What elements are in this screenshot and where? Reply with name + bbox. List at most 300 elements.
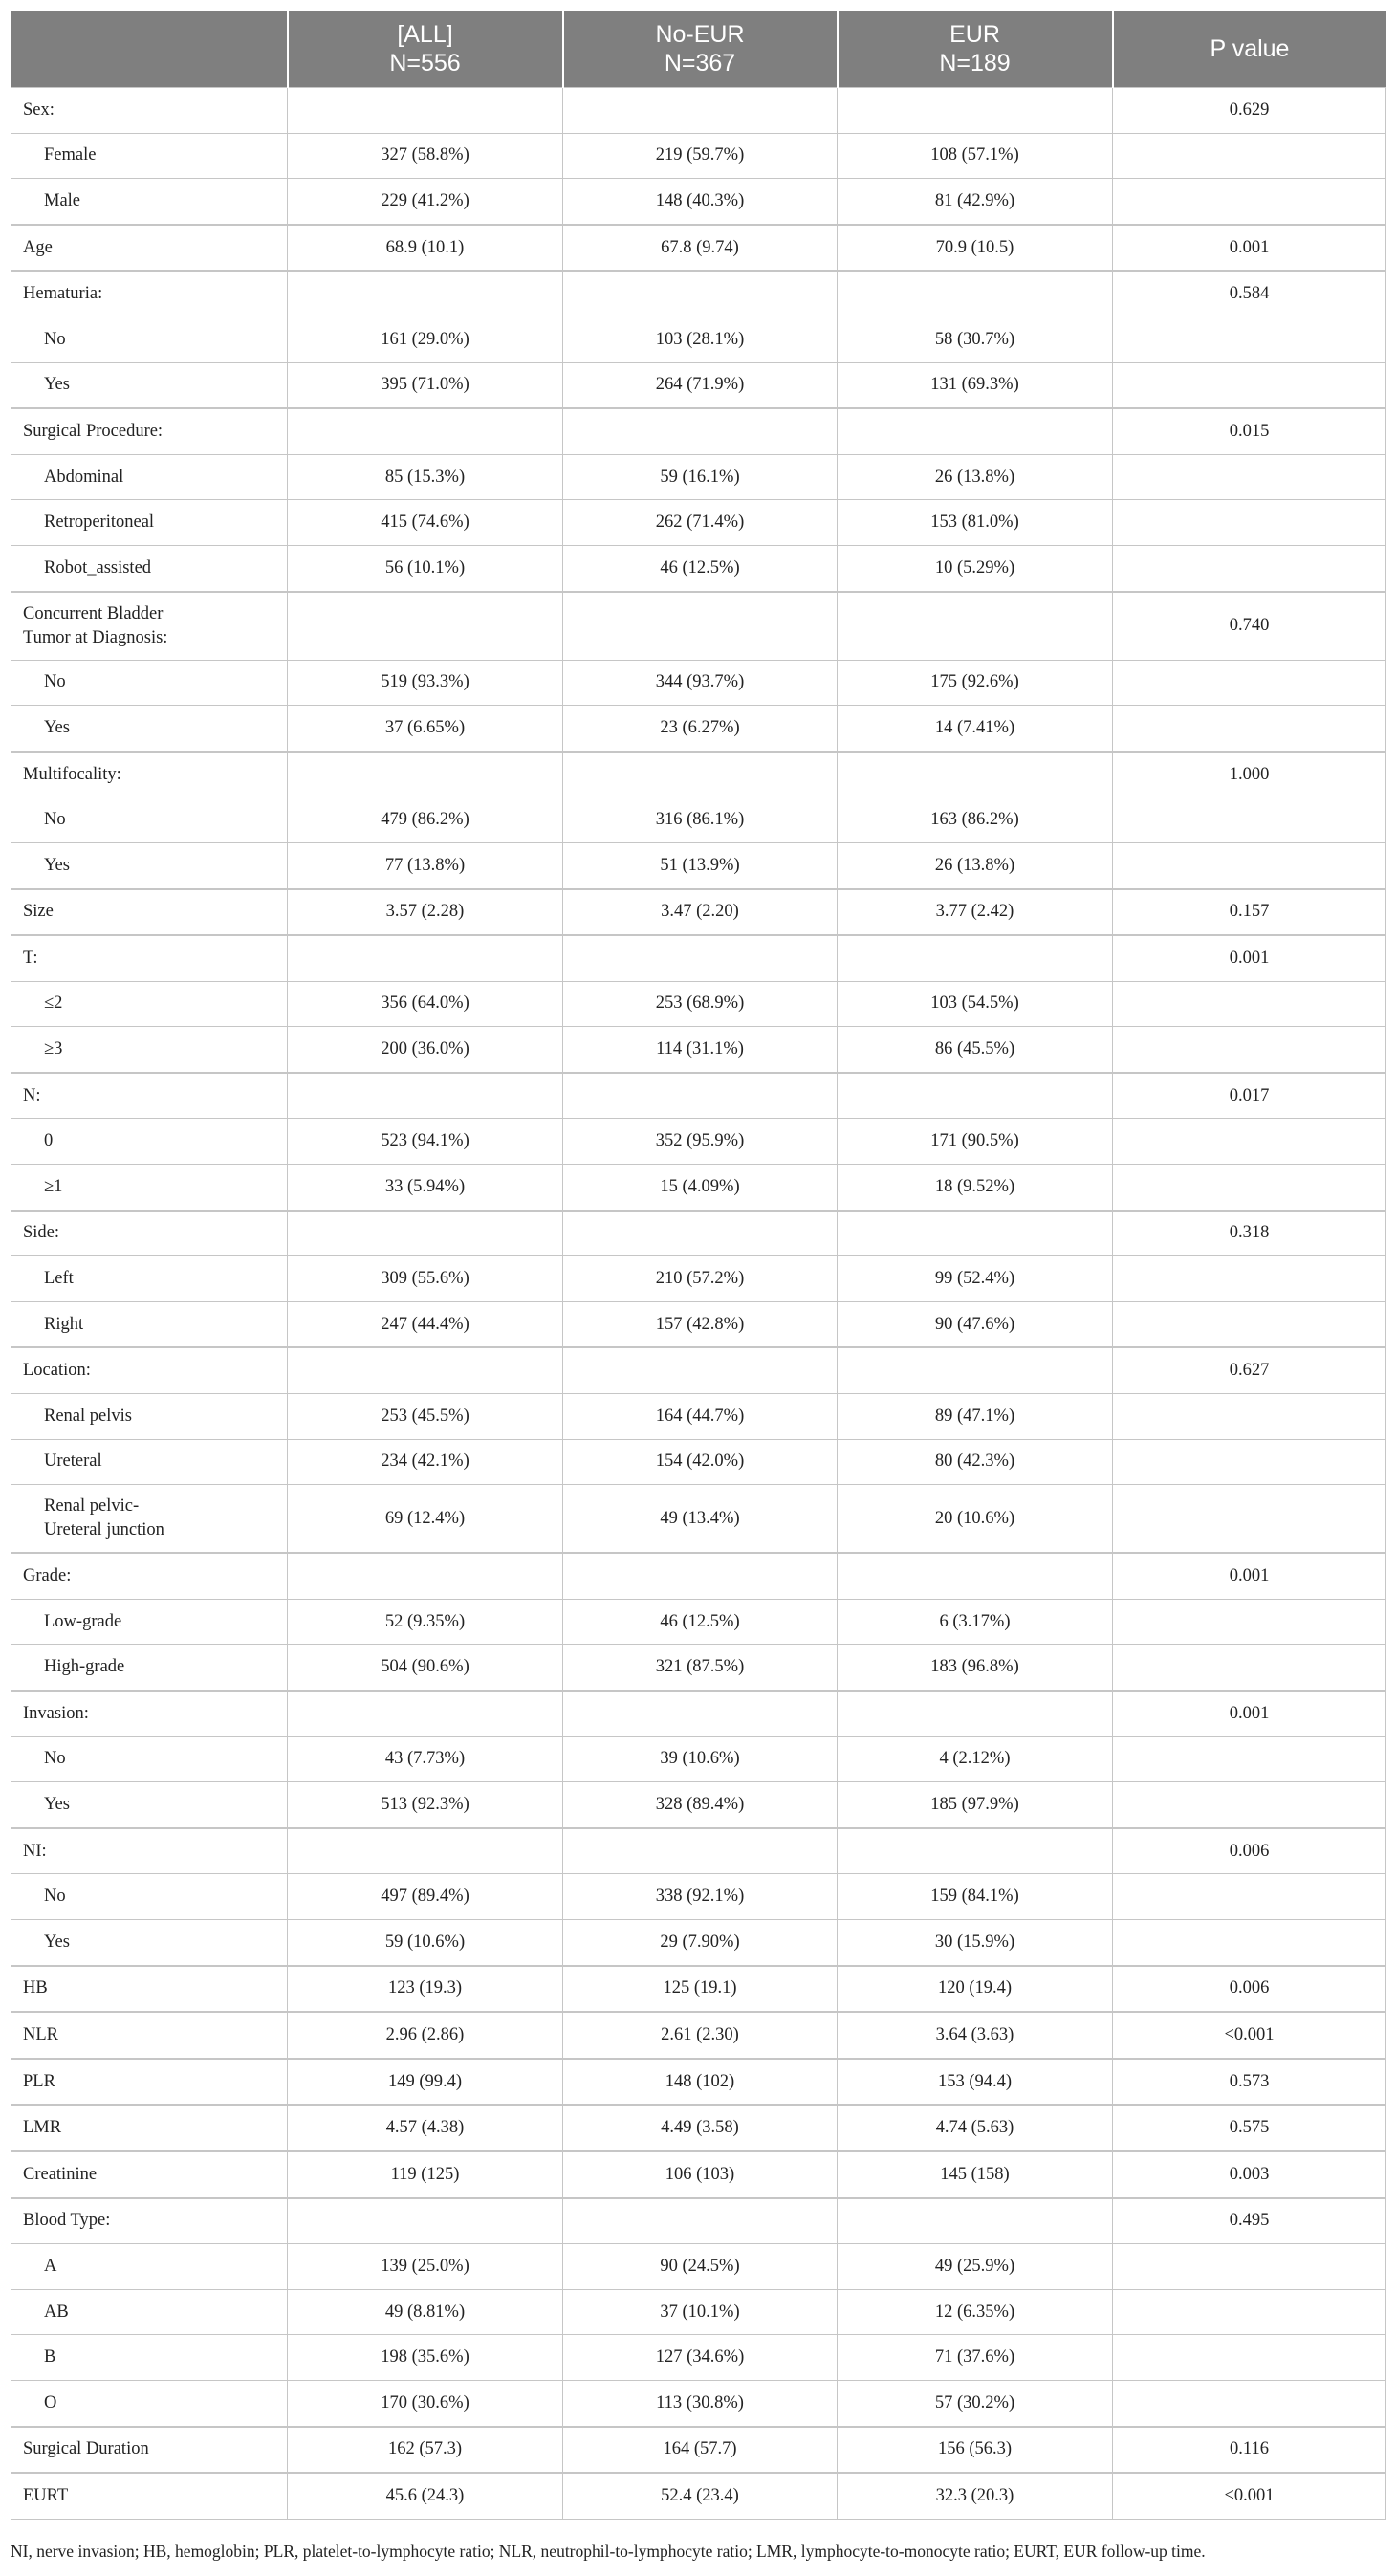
cell-no-eur	[563, 935, 838, 981]
baseline-characteristics-table	[11, 11, 1386, 2520]
cell-eur: 57 (30.2%)	[838, 2380, 1113, 2426]
header-no-eur-title: No-EUR	[655, 21, 745, 48]
row-label: Yes	[11, 842, 288, 888]
cell-no-eur: 148 (40.3%)	[563, 179, 838, 225]
cell-all: 69 (12.4%)	[288, 1485, 563, 1554]
table-row	[11, 1966, 1386, 2013]
table-row	[11, 179, 1386, 225]
cell-p-value	[1113, 317, 1386, 362]
table-row	[11, 981, 1386, 1027]
row-label: T:	[11, 935, 288, 981]
table-row	[11, 225, 1386, 272]
cell-eur: 103 (54.5%)	[838, 981, 1113, 1027]
cell-all: 200 (36.0%)	[288, 1027, 563, 1073]
cell-no-eur: 46 (12.5%)	[563, 545, 838, 591]
cell-p-value: 0.584	[1113, 271, 1386, 317]
cell-eur: 156 (56.3)	[838, 2427, 1113, 2474]
cell-all: 327 (58.8%)	[288, 133, 563, 179]
cell-p-value	[1113, 2335, 1386, 2381]
row-label: AB	[11, 2289, 288, 2335]
table-row	[11, 317, 1386, 362]
row-label: Multifocality:	[11, 752, 288, 797]
cell-p-value	[1113, 981, 1386, 1027]
cell-all: 149 (99.4)	[288, 2059, 563, 2106]
cell-all: 253 (45.5%)	[288, 1394, 563, 1440]
cell-p-value: 0.015	[1113, 408, 1386, 454]
cell-no-eur	[563, 271, 838, 317]
table-row	[11, 500, 1386, 546]
cell-p-value	[1113, 1599, 1386, 1645]
cell-eur	[838, 408, 1113, 454]
cell-p-value	[1113, 2289, 1386, 2335]
row-label: Renal pelvis	[11, 1394, 288, 1440]
cell-eur: 4.74 (5.63)	[838, 2105, 1113, 2151]
cell-eur	[838, 752, 1113, 797]
cell-all: 85 (15.3%)	[288, 454, 563, 500]
cell-all: 33 (5.94%)	[288, 1165, 563, 1211]
row-label: Sex:	[11, 88, 288, 134]
cell-no-eur: 106 (103)	[563, 2151, 838, 2198]
table-row	[11, 271, 1386, 317]
cell-no-eur: 157 (42.8%)	[563, 1301, 838, 1347]
cell-eur: 131 (69.3%)	[838, 362, 1113, 408]
cell-all: 45.6 (24.3)	[288, 2473, 563, 2519]
cell-all: 523 (94.1%)	[288, 1119, 563, 1165]
cell-all: 247 (44.4%)	[288, 1301, 563, 1347]
row-label: O	[11, 2380, 288, 2426]
cell-p-value	[1113, 545, 1386, 591]
row-label: Hematuria:	[11, 271, 288, 317]
cell-eur	[838, 592, 1113, 661]
table-row	[11, 592, 1386, 661]
cell-all: 52 (9.35%)	[288, 1599, 563, 1645]
cell-p-value: 0.006	[1113, 1828, 1386, 1874]
table-row	[11, 1256, 1386, 1302]
row-label: A	[11, 2244, 288, 2290]
row-label: No	[11, 317, 288, 362]
cell-all: 4.57 (4.38)	[288, 2105, 563, 2151]
cell-eur: 26 (13.8%)	[838, 454, 1113, 500]
row-label: EURT	[11, 2473, 288, 2519]
cell-p-value	[1113, 842, 1386, 888]
row-label: Surgical Procedure:	[11, 408, 288, 454]
cell-p-value	[1113, 2380, 1386, 2426]
cell-all	[288, 2198, 563, 2244]
cell-no-eur: 164 (44.7%)	[563, 1394, 838, 1440]
cell-all: 479 (86.2%)	[288, 797, 563, 843]
table-row	[11, 2012, 1386, 2059]
cell-no-eur: 3.47 (2.20)	[563, 889, 838, 936]
cell-p-value: 0.157	[1113, 889, 1386, 936]
cell-all: 234 (42.1%)	[288, 1439, 563, 1485]
cell-no-eur	[563, 1347, 838, 1393]
cell-p-value: 0.006	[1113, 1966, 1386, 2013]
cell-p-value: 0.003	[1113, 2151, 1386, 2198]
cell-eur: 18 (9.52%)	[838, 1165, 1113, 1211]
cell-no-eur	[563, 88, 838, 134]
cell-all	[288, 935, 563, 981]
cell-p-value: 0.318	[1113, 1211, 1386, 1256]
cell-p-value	[1113, 2244, 1386, 2290]
row-label: Yes	[11, 1919, 288, 1965]
cell-no-eur	[563, 1691, 838, 1736]
cell-no-eur: 52.4 (23.4)	[563, 2473, 838, 2519]
cell-all: 56 (10.1%)	[288, 545, 563, 591]
row-label: Grade:	[11, 1553, 288, 1599]
cell-eur: 81 (42.9%)	[838, 179, 1113, 225]
row-label: No	[11, 660, 288, 706]
cell-p-value: 0.001	[1113, 1553, 1386, 1599]
table-row	[11, 1645, 1386, 1691]
table-row	[11, 1347, 1386, 1393]
cell-eur: 99 (52.4%)	[838, 1256, 1113, 1302]
cell-p-value	[1113, 660, 1386, 706]
cell-eur: 120 (19.4)	[838, 1966, 1113, 2013]
cell-eur	[838, 88, 1113, 134]
cell-no-eur: 37 (10.1%)	[563, 2289, 838, 2335]
cell-eur: 185 (97.9%)	[838, 1782, 1113, 1828]
cell-no-eur	[563, 2198, 838, 2244]
cell-all: 309 (55.6%)	[288, 1256, 563, 1302]
header-no-eur	[563, 11, 838, 88]
cell-p-value	[1113, 706, 1386, 752]
cell-eur: 71 (37.6%)	[838, 2335, 1113, 2381]
cell-eur: 175 (92.6%)	[838, 660, 1113, 706]
cell-no-eur: 316 (86.1%)	[563, 797, 838, 843]
cell-no-eur	[563, 1211, 838, 1256]
cell-all: 513 (92.3%)	[288, 1782, 563, 1828]
header-all-title: [ALL]	[397, 21, 453, 48]
table-row	[11, 88, 1386, 134]
cell-all: 497 (89.4%)	[288, 1874, 563, 1920]
row-label: Ureteral	[11, 1439, 288, 1485]
cell-p-value	[1113, 1782, 1386, 1828]
cell-all	[288, 1828, 563, 1874]
row-label-line2: Tumor at Diagnosis:	[23, 627, 168, 647]
cell-no-eur: 90 (24.5%)	[563, 2244, 838, 2290]
cell-all	[288, 408, 563, 454]
table-container	[11, 11, 1385, 2520]
cell-no-eur: 321 (87.5%)	[563, 1645, 838, 1691]
cell-all: 43 (7.73%)	[288, 1736, 563, 1782]
cell-eur: 6 (3.17%)	[838, 1599, 1113, 1645]
cell-no-eur: 127 (34.6%)	[563, 2335, 838, 2381]
row-label-line1: Concurrent Bladder	[23, 603, 164, 623]
cell-eur: 3.77 (2.42)	[838, 889, 1113, 936]
cell-no-eur	[563, 1073, 838, 1119]
cell-eur: 159 (84.1%)	[838, 1874, 1113, 1920]
cell-eur: 10 (5.29%)	[838, 545, 1113, 591]
cell-no-eur: 113 (30.8%)	[563, 2380, 838, 2426]
cell-no-eur: 67.8 (9.74)	[563, 225, 838, 272]
cell-no-eur: 352 (95.9%)	[563, 1119, 838, 1165]
cell-p-value	[1113, 1919, 1386, 1965]
row-label: B	[11, 2335, 288, 2381]
cell-all: 37 (6.65%)	[288, 706, 563, 752]
cell-eur: 4 (2.12%)	[838, 1736, 1113, 1782]
row-label: ≤2	[11, 981, 288, 1027]
cell-p-value: 0.116	[1113, 2427, 1386, 2474]
cell-eur: 32.3 (20.3)	[838, 2473, 1113, 2519]
cell-eur: 80 (42.3%)	[838, 1439, 1113, 1485]
cell-all	[288, 752, 563, 797]
table-row	[11, 797, 1386, 843]
row-label: High-grade	[11, 1645, 288, 1691]
cell-no-eur: 125 (19.1)	[563, 1966, 838, 2013]
row-label	[11, 1485, 288, 1554]
cell-all: 119 (125)	[288, 2151, 563, 2198]
cell-eur: 58 (30.7%)	[838, 317, 1113, 362]
row-label: Invasion:	[11, 1691, 288, 1736]
table-row	[11, 1553, 1386, 1599]
cell-eur	[838, 271, 1113, 317]
cell-p-value	[1113, 133, 1386, 179]
cell-no-eur: 154 (42.0%)	[563, 1439, 838, 1485]
header-all-n: N=556	[389, 50, 461, 76]
cell-no-eur: 2.61 (2.30)	[563, 2012, 838, 2059]
table-row	[11, 706, 1386, 752]
cell-eur	[838, 935, 1113, 981]
table-row	[11, 408, 1386, 454]
cell-no-eur: 15 (4.09%)	[563, 1165, 838, 1211]
table-row	[11, 842, 1386, 888]
row-label: Creatinine	[11, 2151, 288, 2198]
cell-eur: 70.9 (10.5)	[838, 225, 1113, 272]
header-variable	[11, 11, 288, 88]
cell-all: 198 (35.6%)	[288, 2335, 563, 2381]
cell-all: 504 (90.6%)	[288, 1645, 563, 1691]
cell-all	[288, 1347, 563, 1393]
cell-no-eur: 328 (89.4%)	[563, 1782, 838, 1828]
cell-eur: 12 (6.35%)	[838, 2289, 1113, 2335]
cell-all: 77 (13.8%)	[288, 842, 563, 888]
cell-p-value	[1113, 454, 1386, 500]
cell-p-value: <0.001	[1113, 2473, 1386, 2519]
table-row	[11, 1782, 1386, 1828]
cell-p-value	[1113, 1165, 1386, 1211]
row-label: Low-grade	[11, 1599, 288, 1645]
cell-no-eur: 39 (10.6%)	[563, 1736, 838, 1782]
cell-p-value	[1113, 500, 1386, 546]
row-label: HB	[11, 1966, 288, 2013]
cell-all: 59 (10.6%)	[288, 1919, 563, 1965]
table-row	[11, 2335, 1386, 2381]
cell-no-eur: 262 (71.4%)	[563, 500, 838, 546]
cell-p-value	[1113, 1874, 1386, 1920]
cell-p-value: 0.001	[1113, 935, 1386, 981]
cell-eur	[838, 1211, 1113, 1256]
cell-no-eur: 338 (92.1%)	[563, 1874, 838, 1920]
cell-p-value	[1113, 1119, 1386, 1165]
row-label-line2: Ureteral junction	[44, 1520, 164, 1540]
cell-p-value: 0.627	[1113, 1347, 1386, 1393]
cell-no-eur	[563, 408, 838, 454]
table-row	[11, 133, 1386, 179]
cell-no-eur: 29 (7.90%)	[563, 1919, 838, 1965]
row-label: NLR	[11, 2012, 288, 2059]
row-label: LMR	[11, 2105, 288, 2151]
header-p-value: P value	[1113, 11, 1386, 88]
row-label: Age	[11, 225, 288, 272]
table-row	[11, 1439, 1386, 1485]
cell-p-value: 0.740	[1113, 592, 1386, 661]
table-row	[11, 2105, 1386, 2151]
cell-eur: 90 (47.6%)	[838, 1301, 1113, 1347]
row-label: 0	[11, 1119, 288, 1165]
cell-all: 395 (71.0%)	[288, 362, 563, 408]
cell-all: 229 (41.2%)	[288, 179, 563, 225]
cell-all	[288, 1553, 563, 1599]
cell-all	[288, 1691, 563, 1736]
cell-all: 2.96 (2.86)	[288, 2012, 563, 2059]
table-row	[11, 2380, 1386, 2426]
cell-p-value	[1113, 1736, 1386, 1782]
table-row	[11, 362, 1386, 408]
cell-p-value	[1113, 362, 1386, 408]
header-all	[288, 11, 563, 88]
row-label: Location:	[11, 1347, 288, 1393]
cell-eur	[838, 1347, 1113, 1393]
row-label: Side:	[11, 1211, 288, 1256]
cell-no-eur: 219 (59.7%)	[563, 133, 838, 179]
row-label: Blood Type:	[11, 2198, 288, 2244]
table-row	[11, 545, 1386, 591]
table-row	[11, 1211, 1386, 1256]
table-row	[11, 454, 1386, 500]
table-row	[11, 935, 1386, 981]
header-eur-n: N=189	[939, 50, 1011, 76]
header-eur	[838, 11, 1113, 88]
row-label: Abdominal	[11, 454, 288, 500]
table-row	[11, 1874, 1386, 1920]
cell-no-eur: 344 (93.7%)	[563, 660, 838, 706]
row-label	[11, 592, 288, 661]
row-label: Left	[11, 1256, 288, 1302]
cell-all: 161 (29.0%)	[288, 317, 563, 362]
cell-no-eur: 253 (68.9%)	[563, 981, 838, 1027]
cell-all: 519 (93.3%)	[288, 660, 563, 706]
cell-no-eur: 46 (12.5%)	[563, 1599, 838, 1645]
cell-no-eur: 114 (31.1%)	[563, 1027, 838, 1073]
cell-eur: 171 (90.5%)	[838, 1119, 1113, 1165]
cell-all: 3.57 (2.28)	[288, 889, 563, 936]
table-row	[11, 1736, 1386, 1782]
cell-no-eur: 264 (71.9%)	[563, 362, 838, 408]
table-row	[11, 2244, 1386, 2290]
cell-p-value	[1113, 1301, 1386, 1347]
row-label: PLR	[11, 2059, 288, 2106]
table-row	[11, 2198, 1386, 2244]
table-header	[11, 11, 1386, 88]
row-label: Male	[11, 179, 288, 225]
table-row	[11, 2289, 1386, 2335]
cell-p-value: 1.000	[1113, 752, 1386, 797]
header-row	[11, 11, 1386, 88]
cell-all	[288, 1211, 563, 1256]
cell-all	[288, 271, 563, 317]
table-row	[11, 1119, 1386, 1165]
row-label: Female	[11, 133, 288, 179]
row-label: ≥3	[11, 1027, 288, 1073]
cell-eur	[838, 1691, 1113, 1736]
cell-p-value: 0.001	[1113, 225, 1386, 272]
table-row	[11, 889, 1386, 936]
cell-eur: 183 (96.8%)	[838, 1645, 1113, 1691]
cell-no-eur: 4.49 (3.58)	[563, 2105, 838, 2151]
row-label: Right	[11, 1301, 288, 1347]
cell-eur: 145 (158)	[838, 2151, 1113, 2198]
cell-no-eur	[563, 752, 838, 797]
cell-p-value: 0.017	[1113, 1073, 1386, 1119]
cell-no-eur: 103 (28.1%)	[563, 317, 838, 362]
row-label: Yes	[11, 1782, 288, 1828]
row-label: Size	[11, 889, 288, 936]
cell-p-value: 0.001	[1113, 1691, 1386, 1736]
row-label: N:	[11, 1073, 288, 1119]
cell-no-eur: 49 (13.4%)	[563, 1485, 838, 1554]
row-label: Surgical Duration	[11, 2427, 288, 2474]
cell-eur: 153 (81.0%)	[838, 500, 1113, 546]
cell-p-value	[1113, 797, 1386, 843]
cell-all: 139 (25.0%)	[288, 2244, 563, 2290]
cell-eur: 89 (47.1%)	[838, 1394, 1113, 1440]
cell-all: 356 (64.0%)	[288, 981, 563, 1027]
table-row	[11, 1073, 1386, 1119]
table-row	[11, 2473, 1386, 2519]
cell-no-eur: 23 (6.27%)	[563, 706, 838, 752]
cell-all: 49 (8.81%)	[288, 2289, 563, 2335]
row-label: ≥1	[11, 1165, 288, 1211]
row-label-line1: Renal pelvic-	[44, 1496, 140, 1517]
cell-all	[288, 88, 563, 134]
cell-eur: 153 (94.4)	[838, 2059, 1113, 2106]
cell-eur	[838, 1553, 1113, 1599]
table-row	[11, 2059, 1386, 2106]
cell-all: 123 (19.3)	[288, 1966, 563, 2013]
cell-all: 68.9 (10.1)	[288, 225, 563, 272]
table-footnote: NI, nerve invasion; HB, hemoglobin; PLR, platelet-to-lymphocyte ratio; NLR, neutrophil-to-lymphocyte ratio; LMR, lymphocyte-to-monocyte ratio; EURT, EUR follow-up time.	[11, 2542, 1206, 2561]
cell-no-eur: 164 (57.7)	[563, 2427, 838, 2474]
cell-eur: 49 (25.9%)	[838, 2244, 1113, 2290]
cell-eur: 86 (45.5%)	[838, 1027, 1113, 1073]
table-row	[11, 1394, 1386, 1440]
table-row	[11, 1301, 1386, 1347]
cell-all	[288, 592, 563, 661]
cell-no-eur: 210 (57.2%)	[563, 1256, 838, 1302]
header-no-eur-n: N=367	[664, 50, 736, 76]
cell-p-value: 0.573	[1113, 2059, 1386, 2106]
table-row	[11, 752, 1386, 797]
cell-eur: 163 (86.2%)	[838, 797, 1113, 843]
table-body	[11, 88, 1386, 2520]
table-row	[11, 1599, 1386, 1645]
cell-p-value	[1113, 1256, 1386, 1302]
row-label: NI:	[11, 1828, 288, 1874]
cell-p-value: <0.001	[1113, 2012, 1386, 2059]
cell-p-value	[1113, 1439, 1386, 1485]
cell-no-eur: 51 (13.9%)	[563, 842, 838, 888]
cell-eur: 108 (57.1%)	[838, 133, 1113, 179]
cell-no-eur: 59 (16.1%)	[563, 454, 838, 500]
cell-eur	[838, 2198, 1113, 2244]
table-row	[11, 1828, 1386, 1874]
row-label: Yes	[11, 362, 288, 408]
row-label: Retroperitoneal	[11, 500, 288, 546]
cell-eur	[838, 1073, 1113, 1119]
row-label: No	[11, 1874, 288, 1920]
cell-eur	[838, 1828, 1113, 1874]
row-label: No	[11, 1736, 288, 1782]
